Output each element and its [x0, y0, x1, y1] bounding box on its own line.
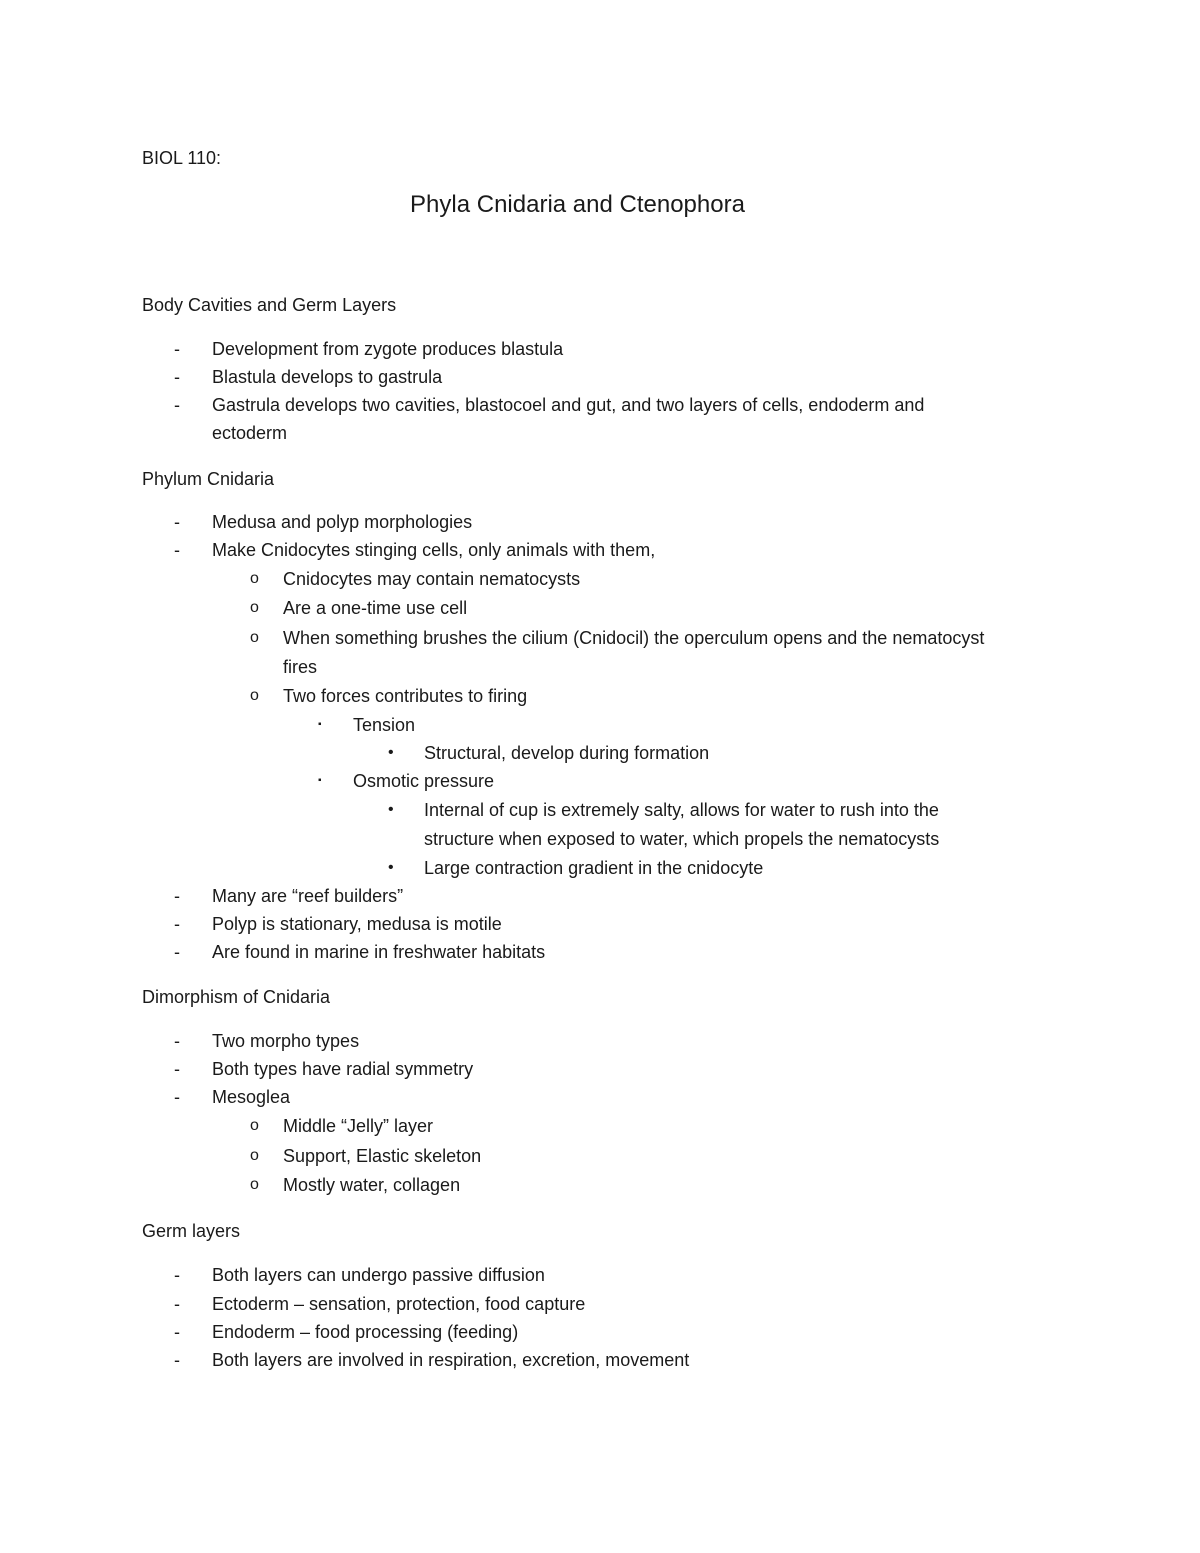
dash-bullet: -	[174, 886, 180, 906]
list-item: Both layers can undergo passive diffusion	[212, 1265, 545, 1285]
list-item-continuation: ectoderm	[212, 423, 288, 443]
list-item: Medusa and polyp morphologies	[212, 512, 473, 532]
list-item: Mesoglea	[212, 1087, 291, 1107]
list-item: Two forces contributes to firing	[283, 686, 528, 706]
course-code: BIOL 110:	[142, 148, 222, 168]
dash-bullet: -	[174, 1087, 180, 1107]
circle-bullet: o	[250, 1176, 259, 1193]
list-item: Mostly water, collagen	[283, 1175, 461, 1195]
list-item: Middle “Jelly” layer	[283, 1116, 434, 1136]
dash-bullet: -	[174, 1322, 180, 1342]
list-item: Are found in marine in freshwater habitats	[212, 942, 546, 962]
list-item: Internal of cup is extremely salty, allows for water to rush into the	[424, 800, 939, 820]
list-item: Both types have radial symmetry	[212, 1059, 474, 1079]
circle-bullet: o	[250, 1147, 259, 1164]
dash-bullet: -	[174, 1031, 180, 1051]
dash-bullet: -	[174, 942, 180, 962]
square-bullet: ▪	[318, 775, 322, 786]
dash-bullet: -	[174, 1350, 180, 1370]
square-bullet: ▪	[318, 719, 322, 730]
list-item: Many are “reef builders”	[212, 886, 404, 906]
list-item: Make Cnidocytes stinging cells, only animals with them,	[212, 540, 656, 560]
list-item: Structural, develop during formation	[424, 743, 710, 763]
dot-bullet: •	[388, 859, 394, 876]
list-item-continuation: structure when exposed to water, which propels the nematocysts	[424, 829, 940, 849]
list-item: Endoderm – food processing (feeding)	[212, 1322, 519, 1342]
dash-bullet: -	[174, 339, 180, 359]
list-item: Polyp is stationary, medusa is motile	[212, 914, 502, 934]
list-item: Gastrula develops two cavities, blastocoel and gut, and two layers of cells, endoderm and	[212, 395, 925, 415]
list-item: Support, Elastic skeleton	[283, 1146, 482, 1166]
list-item: Blastula develops to gastrula	[212, 367, 443, 387]
list-item: Two morpho types	[212, 1031, 360, 1051]
page-title: Phyla Cnidaria and Ctenophora	[410, 191, 745, 218]
list-item: Large contraction gradient in the cnidocyte	[424, 858, 764, 878]
circle-bullet: o	[250, 629, 259, 646]
list-item-continuation: fires	[283, 657, 318, 677]
section-heading: Body Cavities and Germ Layers	[142, 295, 397, 315]
list-item: Development from zygote produces blastula	[212, 339, 564, 359]
circle-bullet: o	[250, 687, 259, 704]
dash-bullet: -	[174, 914, 180, 934]
list-item: Cnidocytes may contain nematocysts	[283, 569, 581, 589]
list-item: Both layers are involved in respiration, excretion, movement	[212, 1350, 690, 1370]
section-heading: Dimorphism of Cnidaria	[142, 987, 331, 1007]
list-item: Are a one-time use cell	[283, 598, 468, 618]
dash-bullet: -	[174, 540, 180, 560]
circle-bullet: o	[250, 1117, 259, 1134]
section-heading: Germ layers	[142, 1221, 241, 1241]
list-item: Osmotic pressure	[353, 771, 495, 791]
dot-bullet: •	[388, 801, 394, 818]
dash-bullet: -	[174, 367, 180, 387]
section-heading: Phylum Cnidaria	[142, 469, 275, 489]
dash-bullet: -	[174, 512, 180, 532]
dash-bullet: -	[174, 1265, 180, 1285]
list-item: Ectoderm – sensation, protection, food capture	[212, 1294, 586, 1314]
dash-bullet: -	[174, 1059, 180, 1079]
dash-bullet: -	[174, 395, 180, 415]
circle-bullet: o	[250, 570, 259, 587]
list-item: When something brushes the cilium (Cnidocil) the operculum opens and the nematocyst	[283, 628, 985, 648]
dot-bullet: •	[388, 744, 394, 761]
circle-bullet: o	[250, 599, 259, 616]
dash-bullet: -	[174, 1294, 180, 1314]
list-item: Tension	[353, 715, 416, 735]
